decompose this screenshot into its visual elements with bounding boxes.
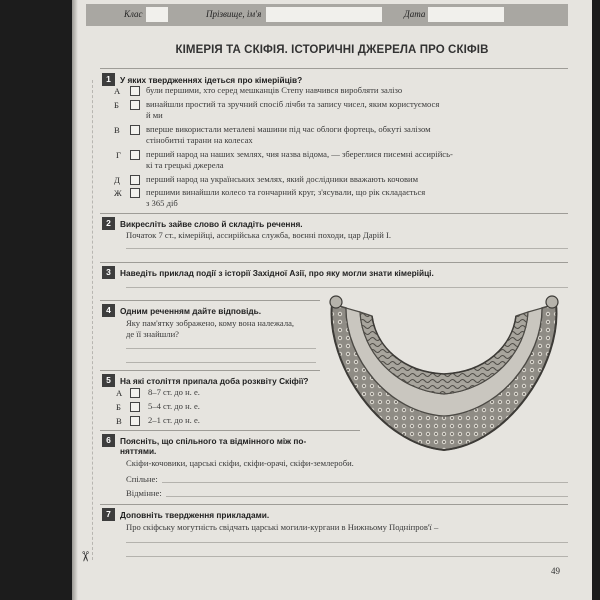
page-title: КІМЕРІЯ ТА СКІФІЯ. ІСТОРИЧНІ ДЖЕРЕЛА ПРО СКІФІВ xyxy=(175,44,489,56)
answer-line[interactable] xyxy=(126,542,568,543)
answer-checkbox[interactable] xyxy=(130,402,140,412)
question-text: Наведіть приклад події з історії Західної Азії, про яку могли знати кімерійці. xyxy=(120,268,434,278)
question-number: 5 xyxy=(102,374,115,387)
scissors-icon: ✂ xyxy=(76,550,92,563)
answer-checkbox[interactable] xyxy=(130,150,140,160)
divider xyxy=(100,300,320,301)
option-text: першими винайшли колесо та гончарний круг, з'ясували, що рік складається xyxy=(146,187,426,197)
page-number: 49 xyxy=(551,566,560,576)
answer-line[interactable] xyxy=(126,287,568,288)
option-text: 5–4 ст. до н. е. xyxy=(148,401,200,411)
option-text: 8–7 ст. до н. е. xyxy=(148,387,200,397)
divider xyxy=(100,262,568,263)
question-number: 1 xyxy=(102,73,115,86)
question-number: 7 xyxy=(102,508,115,521)
divider xyxy=(100,504,568,505)
divider xyxy=(100,370,320,371)
option-letter: В xyxy=(114,125,120,135)
option-text: винайшли простий та зручний спосіб лічби та запису чисел, яким користуємося xyxy=(146,99,440,109)
answer-line[interactable] xyxy=(126,362,316,363)
option-text: перший народ на наших землях, чия назва відома, — збереглися писемні ассирійсь- xyxy=(146,149,453,159)
question-text: Доповніть твердження прикладами. xyxy=(120,510,270,520)
class-field[interactable] xyxy=(146,7,168,22)
option-text: стінобитні тарани на колесах xyxy=(146,135,253,145)
answer-checkbox[interactable] xyxy=(130,416,140,426)
question-body: Початок 7 ст., кімерійці, ассирійська служба, воєнні походи, цар Дарій І. xyxy=(126,230,391,240)
answer-line[interactable] xyxy=(126,556,568,557)
question-number: 2 xyxy=(102,217,115,230)
option-letter: А xyxy=(116,388,123,398)
name-label: Прізвище, ім'я xyxy=(206,9,262,19)
question-text: Викресліть зайве слово й складіть речення. xyxy=(120,219,303,229)
answer-line[interactable] xyxy=(126,248,568,249)
question-text: няттями. xyxy=(120,446,157,456)
difference-answer-line[interactable] xyxy=(166,496,568,497)
student-header xyxy=(86,4,568,26)
date-label: Дата xyxy=(404,9,426,19)
option-text: кі та грецькі джерела xyxy=(146,160,224,170)
scythian-pectoral-image xyxy=(320,294,568,460)
question-text: У яких твердженнях ідеться про кімерійців? xyxy=(120,75,303,85)
question-number: 4 xyxy=(102,304,115,317)
date-field[interactable] xyxy=(428,7,504,22)
question-text: На які століття припала доба розквіту Скіфії? xyxy=(120,376,309,386)
answer-checkbox[interactable] xyxy=(130,86,140,96)
option-letter: А xyxy=(114,86,121,96)
answer-checkbox[interactable] xyxy=(130,188,140,198)
answer-checkbox[interactable] xyxy=(130,100,140,110)
answer-checkbox[interactable] xyxy=(130,388,140,398)
answer-checkbox[interactable] xyxy=(130,125,140,135)
option-text: були першими, хто серед мешканців Степу навчився виробляти залізо xyxy=(146,85,403,95)
option-letter: Г xyxy=(116,150,121,160)
question-body: Яку пам'ятку зображено, кому вона належала, xyxy=(126,318,295,328)
answer-checkbox[interactable] xyxy=(130,175,140,185)
divider xyxy=(100,68,568,69)
divider xyxy=(100,213,568,214)
cut-line xyxy=(92,80,93,560)
page-shadow xyxy=(72,0,78,600)
question-body: Про скіфську могутність свідчать царські могили-кургани в Нижньому Подніпров'ї – xyxy=(126,522,439,532)
option-letter: Д xyxy=(114,175,120,185)
name-field[interactable] xyxy=(266,7,382,22)
option-text: перший народ на українських землях, який дослідники вважають кочовим xyxy=(146,174,419,184)
difference-label: Відмінне: xyxy=(126,488,162,498)
question-body: Скіфи-кочовики, царські скіфи, скіфи-орачі, скіфи-землероби. xyxy=(126,458,354,468)
question-number: 3 xyxy=(102,266,115,279)
question-text: Одним реченням дайте відповідь. xyxy=(120,306,262,316)
option-text: 2–1 ст. до н. е. xyxy=(148,415,200,425)
workbook-page xyxy=(72,0,592,600)
option-letter: Ж xyxy=(114,188,122,198)
common-label: Спільне: xyxy=(126,474,158,484)
option-letter: Б xyxy=(116,402,121,412)
answer-line[interactable] xyxy=(126,348,316,349)
option-letter: Б xyxy=(114,100,119,110)
option-text: з 365 діб xyxy=(146,198,178,208)
question-text: Поясніть, що спільного та відмінного між по- xyxy=(120,436,307,446)
common-answer-line[interactable] xyxy=(162,482,568,483)
option-letter: В xyxy=(116,416,122,426)
question-number: 6 xyxy=(102,434,115,447)
question-body: де її знайшли? xyxy=(126,329,179,339)
class-label: Клас xyxy=(124,9,143,19)
option-text: й ми xyxy=(146,110,163,120)
option-text: вперше використали металеві машини під час облоги фортець, обкуті залізом xyxy=(146,124,431,134)
divider xyxy=(100,430,360,431)
